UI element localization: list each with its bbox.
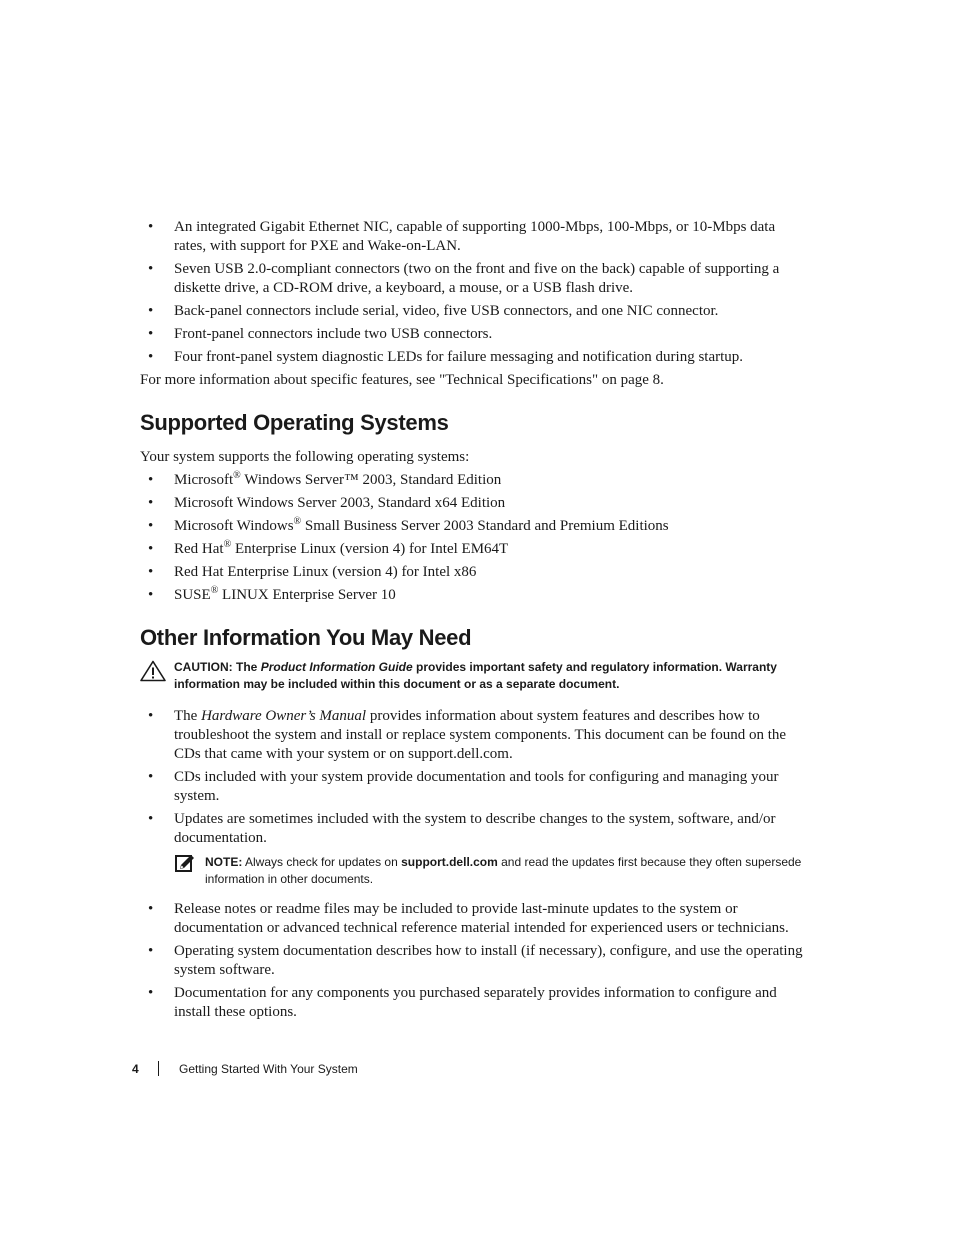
os-list xyxy=(140,471,810,605)
hardware-owners-manual-title: Hardware Owner’s Manual xyxy=(201,708,367,724)
footer-title: Getting Started With Your System xyxy=(179,1062,358,1076)
list-item: • The Hardware Owner’s Manual provides information about system features and describes how to troubleshoot the system and install or replace system components. This document can be found on the CDs that came with your system or on support.dell.com. xyxy=(140,707,810,764)
list-item: • Four front-panel system diagnostic LEDs for failure messaging and notification during startup. xyxy=(140,348,810,367)
list-item: • CDs included with your system provide documentation and tools for configuring and managing your system. xyxy=(140,768,810,806)
caution-notice: CAUTION: The Product Information Guide provides important safety and regulatory information. Warranty information may be included within this document or as a separate document. xyxy=(140,659,810,693)
list-item: • Operating system documentation describes how to install (if necessary), configure, and use the operating system software. xyxy=(140,942,810,980)
support-link: support.dell.com xyxy=(401,855,498,869)
list-item: • Microsoft Windows Server 2003, Standard x64 Edition xyxy=(140,494,810,513)
footer-divider xyxy=(158,1061,159,1076)
registered-mark: ® xyxy=(293,516,302,527)
note-label: NOTE: xyxy=(205,855,243,869)
list-item: • Red Hat® Enterprise Linux (version 4) for Intel EM64T xyxy=(140,540,810,559)
note-box: NOTE: Always check for updates on support.dell.com and read the updates first because they often supersede information in other documents. xyxy=(174,854,810,888)
list-item: • SUSE® LINUX Enterprise Server 10 xyxy=(140,586,810,605)
list-item: • Release notes or readme files may be included to provide last-minute updates to the system or documentation or advanced technical reference material intended for experienced users or technicians. xyxy=(140,900,810,938)
more-info-paragraph: For more information about specific features, see "Technical Specifications" on page 8. xyxy=(140,372,664,388)
registered-mark: ® xyxy=(233,470,241,481)
list-item: • Documentation for any components you purchased separately provides information to configure and install these options. xyxy=(140,984,810,1022)
documents-list xyxy=(140,707,810,848)
list-item: • Seven USB 2.0-compliant connectors (two on the front and five on the back) capable of supporting a diskette drive, a CD-ROM drive, a keyboard, a mouse, or a USB flash drive. xyxy=(140,260,810,298)
page-number: 4 xyxy=(132,1062,139,1076)
features-list xyxy=(140,218,810,367)
more-documents-list xyxy=(140,900,810,1022)
list-item: • Back-panel connectors include serial, video, five USB connectors, and one NIC connector. xyxy=(140,302,810,321)
supported-os-heading: Supported Operating Systems xyxy=(140,410,449,435)
list-item: • Updates are sometimes included with the system to describe changes to the system, software, and/or documentation. xyxy=(140,810,810,848)
registered-mark: ® xyxy=(223,539,232,550)
note-pencil-icon xyxy=(174,854,196,874)
page-content xyxy=(140,218,810,1026)
product-information-guide-title: Product Information Guide xyxy=(260,660,413,674)
other-info-heading: Other Information You May Need xyxy=(140,625,472,650)
caution-label: CAUTION: xyxy=(174,660,233,674)
list-item: • Microsoft Windows® Small Business Server 2003 Standard and Premium Editions xyxy=(140,517,810,536)
list-item: • Red Hat Enterprise Linux (version 4) for Intel x86 xyxy=(140,563,810,582)
list-item: • Front-panel connectors include two USB connectors. xyxy=(140,325,810,344)
list-item: • Microsoft® Windows Server™ 2003, Standard Edition xyxy=(140,471,810,490)
registered-mark: ® xyxy=(210,585,219,596)
list-item: • An integrated Gigabit Ethernet NIC, capable of supporting 1000-Mbps, 100-Mbps, or 10-Mbps data rates, with support for PXE and Wake-on-LAN. xyxy=(140,218,810,256)
warning-triangle-icon xyxy=(140,660,166,682)
os-intro: Your system supports the following operating systems: xyxy=(140,449,470,465)
